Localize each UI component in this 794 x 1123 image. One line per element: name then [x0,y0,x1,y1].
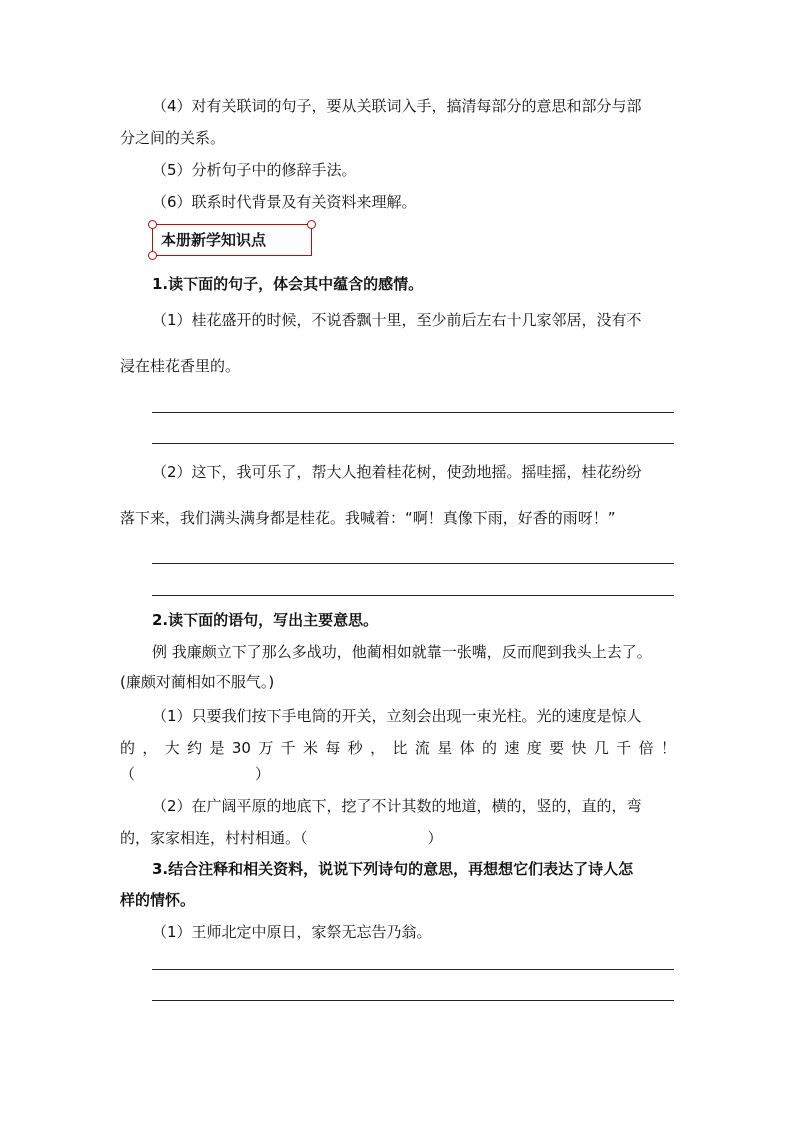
answer-line[interactable] [152,1000,674,1001]
question-3-title-line1: 3.结合注释和相关资料，说说下列诗句的意思，再想想它们表达了诗人怎 [152,860,634,878]
answer-line[interactable] [152,443,674,444]
banner-scroll-curl-icon [148,220,157,229]
answer-line[interactable] [152,412,674,413]
q2-sentence-2-line1: （2）在广阔平原的地底下，挖了不计其数的地道，横的，竖的，直的，弯 [152,797,642,815]
q3-poem-line-1: （1）王师北定中原日，家祭无忘告乃翁。 [152,923,432,941]
q2-sentence-1-line1: （1）只要我们按下手电筒的开关，立刻会出现一束光柱。光的速度是惊人 [152,707,642,725]
q2-sentence-1-line2: 的，大约是30万千米每秒，比流星体的速度要快几千倍！ [120,739,676,757]
q2-sentence-2-text: 的，家家相连，村村相通。（ [120,829,308,847]
tip-item-6: （6）联系时代背景及有关资料来理解。 [152,193,417,211]
q1-sentence-2-line1: （2）这下，我可乐了，帮大人抱着桂花树，使劲地摇。摇哇摇，桂花纷纷 [152,463,642,481]
tip-item-4-line1: （4）对有关联词的句子，要从关联词入手，搞清每部分的意思和部分与部 [152,97,642,115]
question-3-title-line2: 样的情怀。 [120,891,196,909]
tip-item-5: （5）分析句子中的修辞手法。 [152,161,357,179]
answer-line[interactable] [152,595,674,596]
paren-close: ） [255,765,271,783]
q1-sentence-1-line1: （1）桂花盛开的时候，不说香飘十里，至少前后左右十几家邻居，没有不 [152,311,642,329]
q1-sentence-1-line2: 浸在桂花香里的。 [120,357,241,375]
section-banner-label: 本册新学知识点 [161,231,267,249]
question-2-title: 2.读下面的语句，写出主要意思。 [152,611,379,629]
banner-scroll-curl-icon [307,220,316,229]
paren-open: （ [120,765,136,783]
paren-close: ） [427,829,443,847]
q2-example-line2: (廉颇对蔺相如不服气。) [120,673,275,691]
banner-scroll-curl-icon [148,251,157,260]
section-banner [152,224,312,256]
q1-sentence-2-line2: 落下来，我们满头满身都是桂花。我喊着：“啊！真像下雨，好香的雨呀！” [120,509,616,527]
q2-answer-1 [120,758,676,790]
answer-line[interactable] [152,563,674,564]
q2-sentence-2-line2 [120,822,676,854]
answer-line[interactable] [152,969,674,970]
q2-example-line1: 例 我廉颇立下了那么多战功，他蔺相如就靠一张嘴，反而爬到我头上去了。 [152,643,652,661]
tip-item-4-line2: 分之间的关系。 [120,129,226,147]
question-1-title: 1.读下面的句子，体会其中蕴含的感情。 [152,275,424,293]
